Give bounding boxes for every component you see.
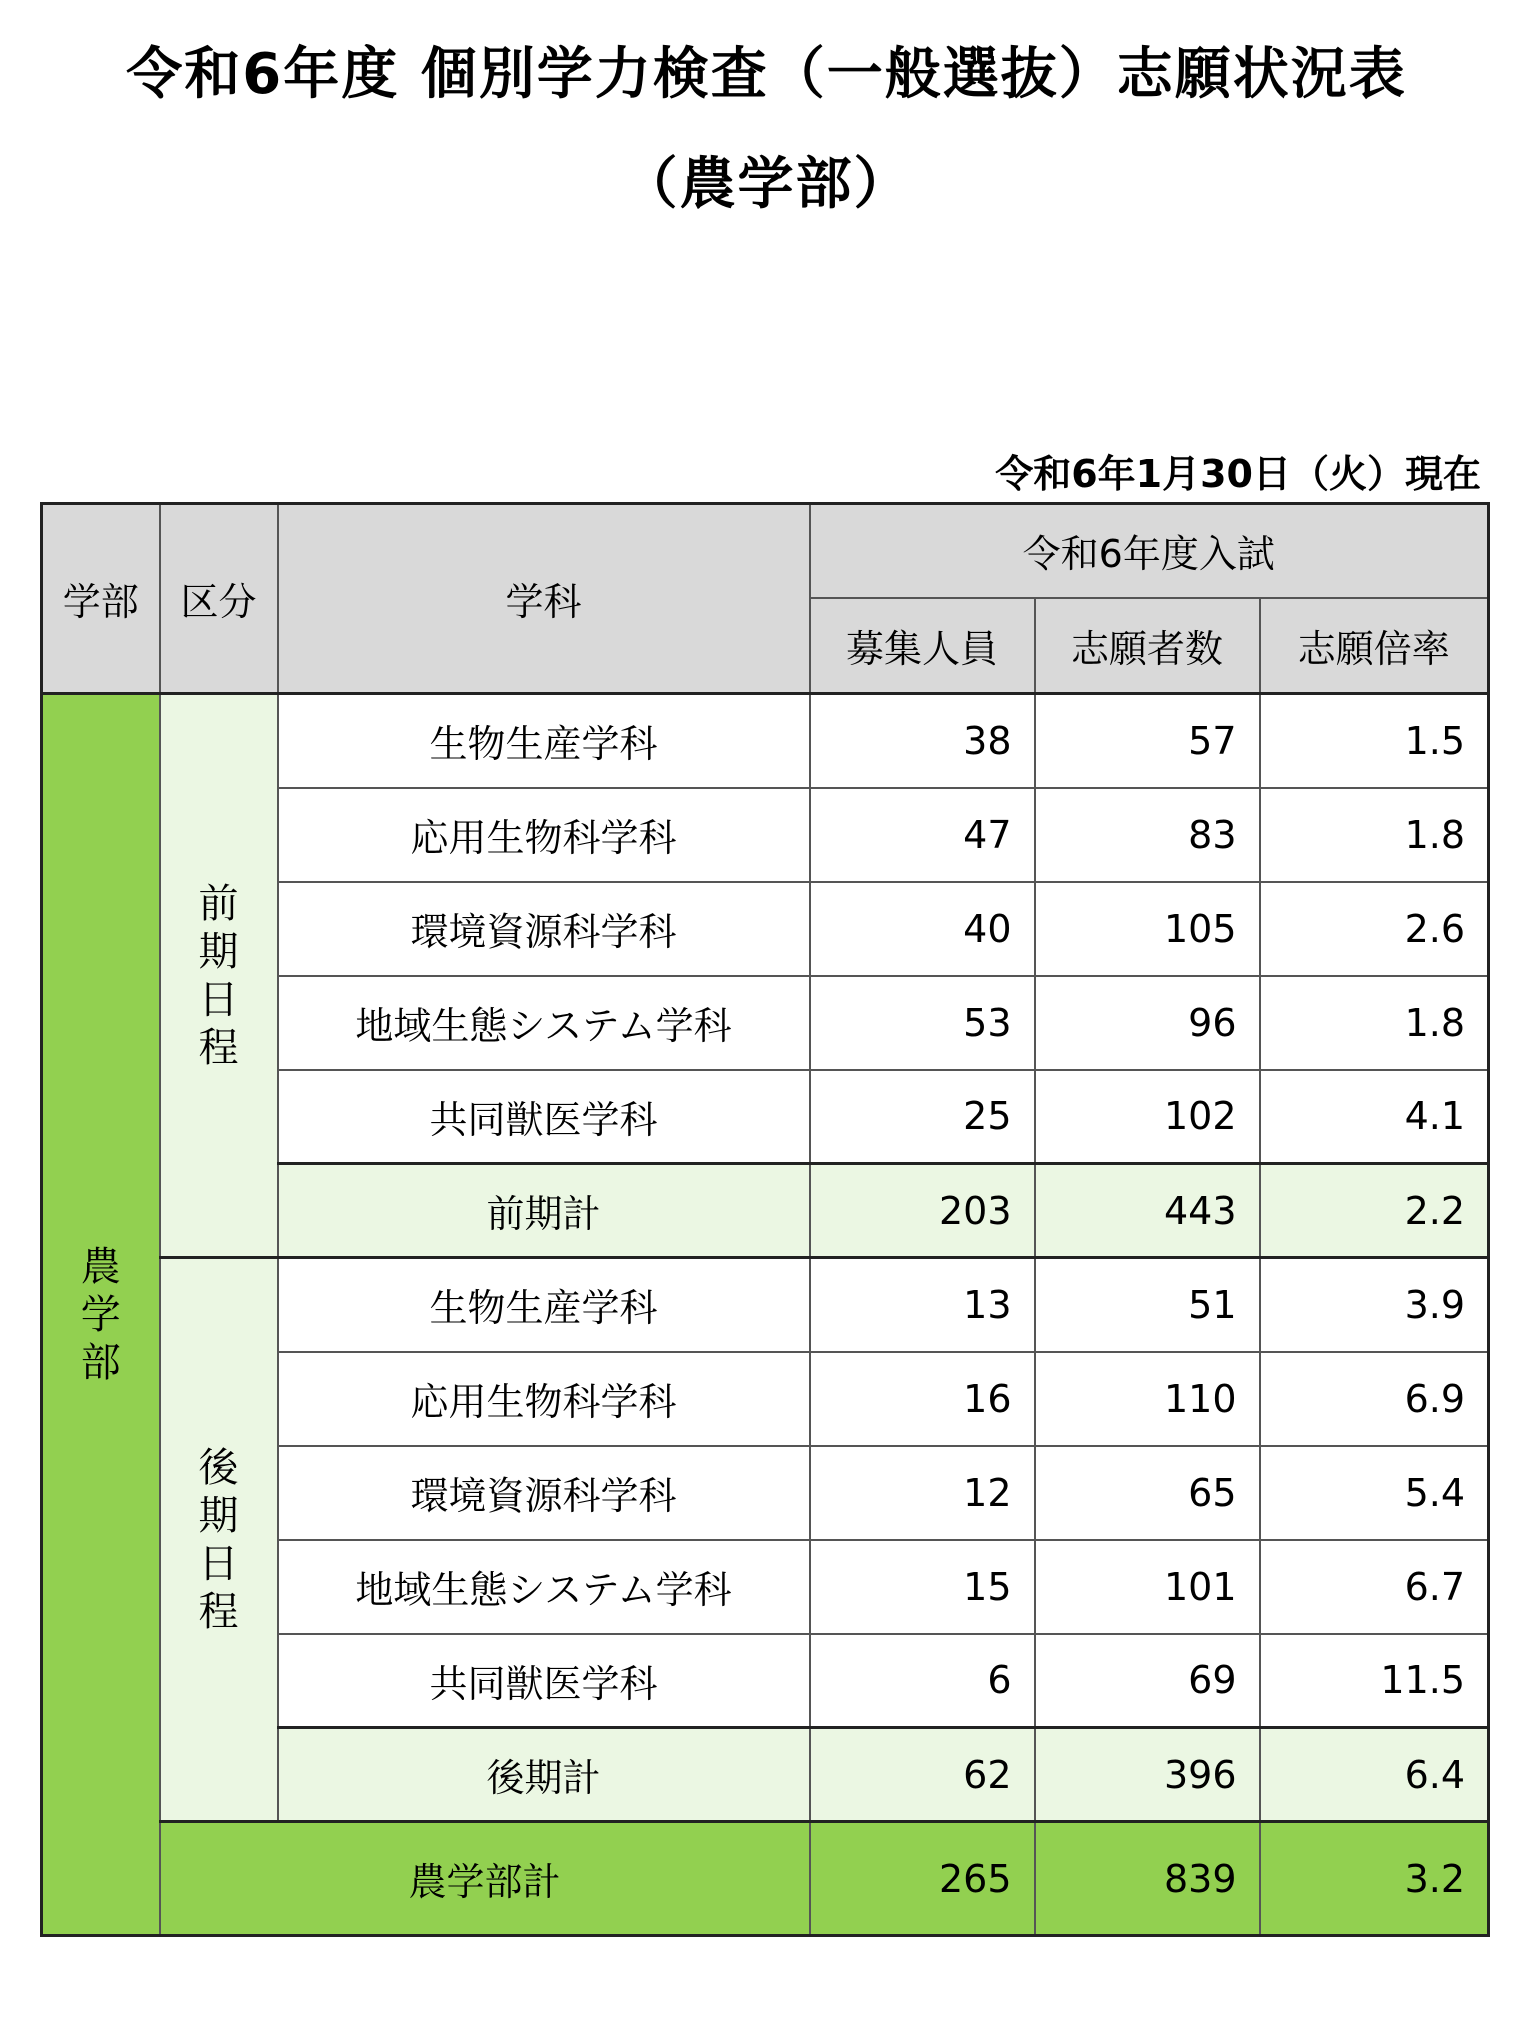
capacity-value: 53 [810,976,1035,1070]
capacity-value: 203 [810,1164,1035,1258]
capacity-value: 25 [810,1070,1035,1164]
capacity-value: 265 [810,1822,1035,1936]
applicants-value: 51 [1035,1258,1260,1352]
zenki-label: 前期日程 [198,880,239,1071]
department-name: 環境資源科学科 [278,882,810,976]
table-row [42,1258,1489,1352]
department-name: 生物生産学科 [278,1258,810,1352]
table-row [42,694,1489,788]
header-faculty: 学部 [42,504,160,694]
ratio-value: 6.9 [1260,1352,1489,1446]
department-name: 生物生産学科 [278,694,810,788]
zenki-division-cell [160,694,278,1258]
ratio-value: 3.9 [1260,1258,1489,1352]
applicants-value: 96 [1035,976,1260,1070]
koki-label: 後期日程 [198,1444,239,1635]
faculty-cell [42,694,160,1936]
department-name: 環境資源科学科 [278,1446,810,1540]
applicants-value: 101 [1035,1540,1260,1634]
application-status-table [40,502,1490,1937]
header-capacity: 募集人員 [810,598,1035,694]
department-name: 地域生態システム学科 [278,1540,810,1634]
capacity-value: 62 [810,1728,1035,1822]
ratio-value: 11.5 [1260,1634,1489,1728]
capacity-value: 13 [810,1258,1035,1352]
ratio-value: 2.2 [1260,1164,1489,1258]
applicants-value: 57 [1035,694,1260,788]
ratio-value: 1.5 [1260,694,1489,788]
koki-division-cell [160,1258,278,1822]
department-name: 共同獣医学科 [278,1070,810,1164]
ratio-value: 5.4 [1260,1446,1489,1540]
subtotal-label: 前期計 [278,1164,810,1258]
capacity-value: 40 [810,882,1035,976]
capacity-value: 15 [810,1540,1035,1634]
applicants-value: 69 [1035,1634,1260,1728]
page-subtitle: （農学部） [621,152,912,217]
header-ratio: 志願倍率 [1260,598,1489,694]
capacity-value: 12 [810,1446,1035,1540]
ratio-value: 1.8 [1260,788,1489,882]
applicants-value: 65 [1035,1446,1260,1540]
applicants-value: 443 [1035,1164,1260,1258]
header-division: 区分 [160,504,278,694]
subtotal-label: 後期計 [278,1728,810,1822]
header-department: 学科 [278,504,810,694]
applicants-value: 110 [1035,1352,1260,1446]
capacity-value: 16 [810,1352,1035,1446]
capacity-value: 38 [810,694,1035,788]
ratio-value: 4.1 [1260,1070,1489,1164]
department-name: 共同獣医学科 [278,1634,810,1728]
department-name: 応用生物科学科 [278,788,810,882]
faculty-label: 農学部 [80,1243,121,1386]
ratio-value: 6.7 [1260,1540,1489,1634]
grand-total-row [42,1822,1489,1936]
applicants-value: 396 [1035,1728,1260,1822]
capacity-value: 6 [810,1634,1035,1728]
page-title: 令和6年度 個別学力検査（一般選抜）志願状況表 [126,42,1407,107]
header-applicants: 志願者数 [1035,598,1260,694]
capacity-value: 47 [810,788,1035,882]
applicants-value: 105 [1035,882,1260,976]
as-of-date: 令和6年1月30日（火）現在 [995,452,1481,496]
applicants-value: 83 [1035,788,1260,882]
header-exam-year: 令和6年度入試 [810,504,1489,598]
department-name: 地域生態システム学科 [278,976,810,1070]
applicants-value: 102 [1035,1070,1260,1164]
ratio-value: 2.6 [1260,882,1489,976]
grand-total-label: 農学部計 [160,1822,810,1936]
department-name: 応用生物科学科 [278,1352,810,1446]
ratio-value: 1.8 [1260,976,1489,1070]
applicants-value: 839 [1035,1822,1260,1936]
ratio-value: 3.2 [1260,1822,1489,1936]
ratio-value: 6.4 [1260,1728,1489,1822]
